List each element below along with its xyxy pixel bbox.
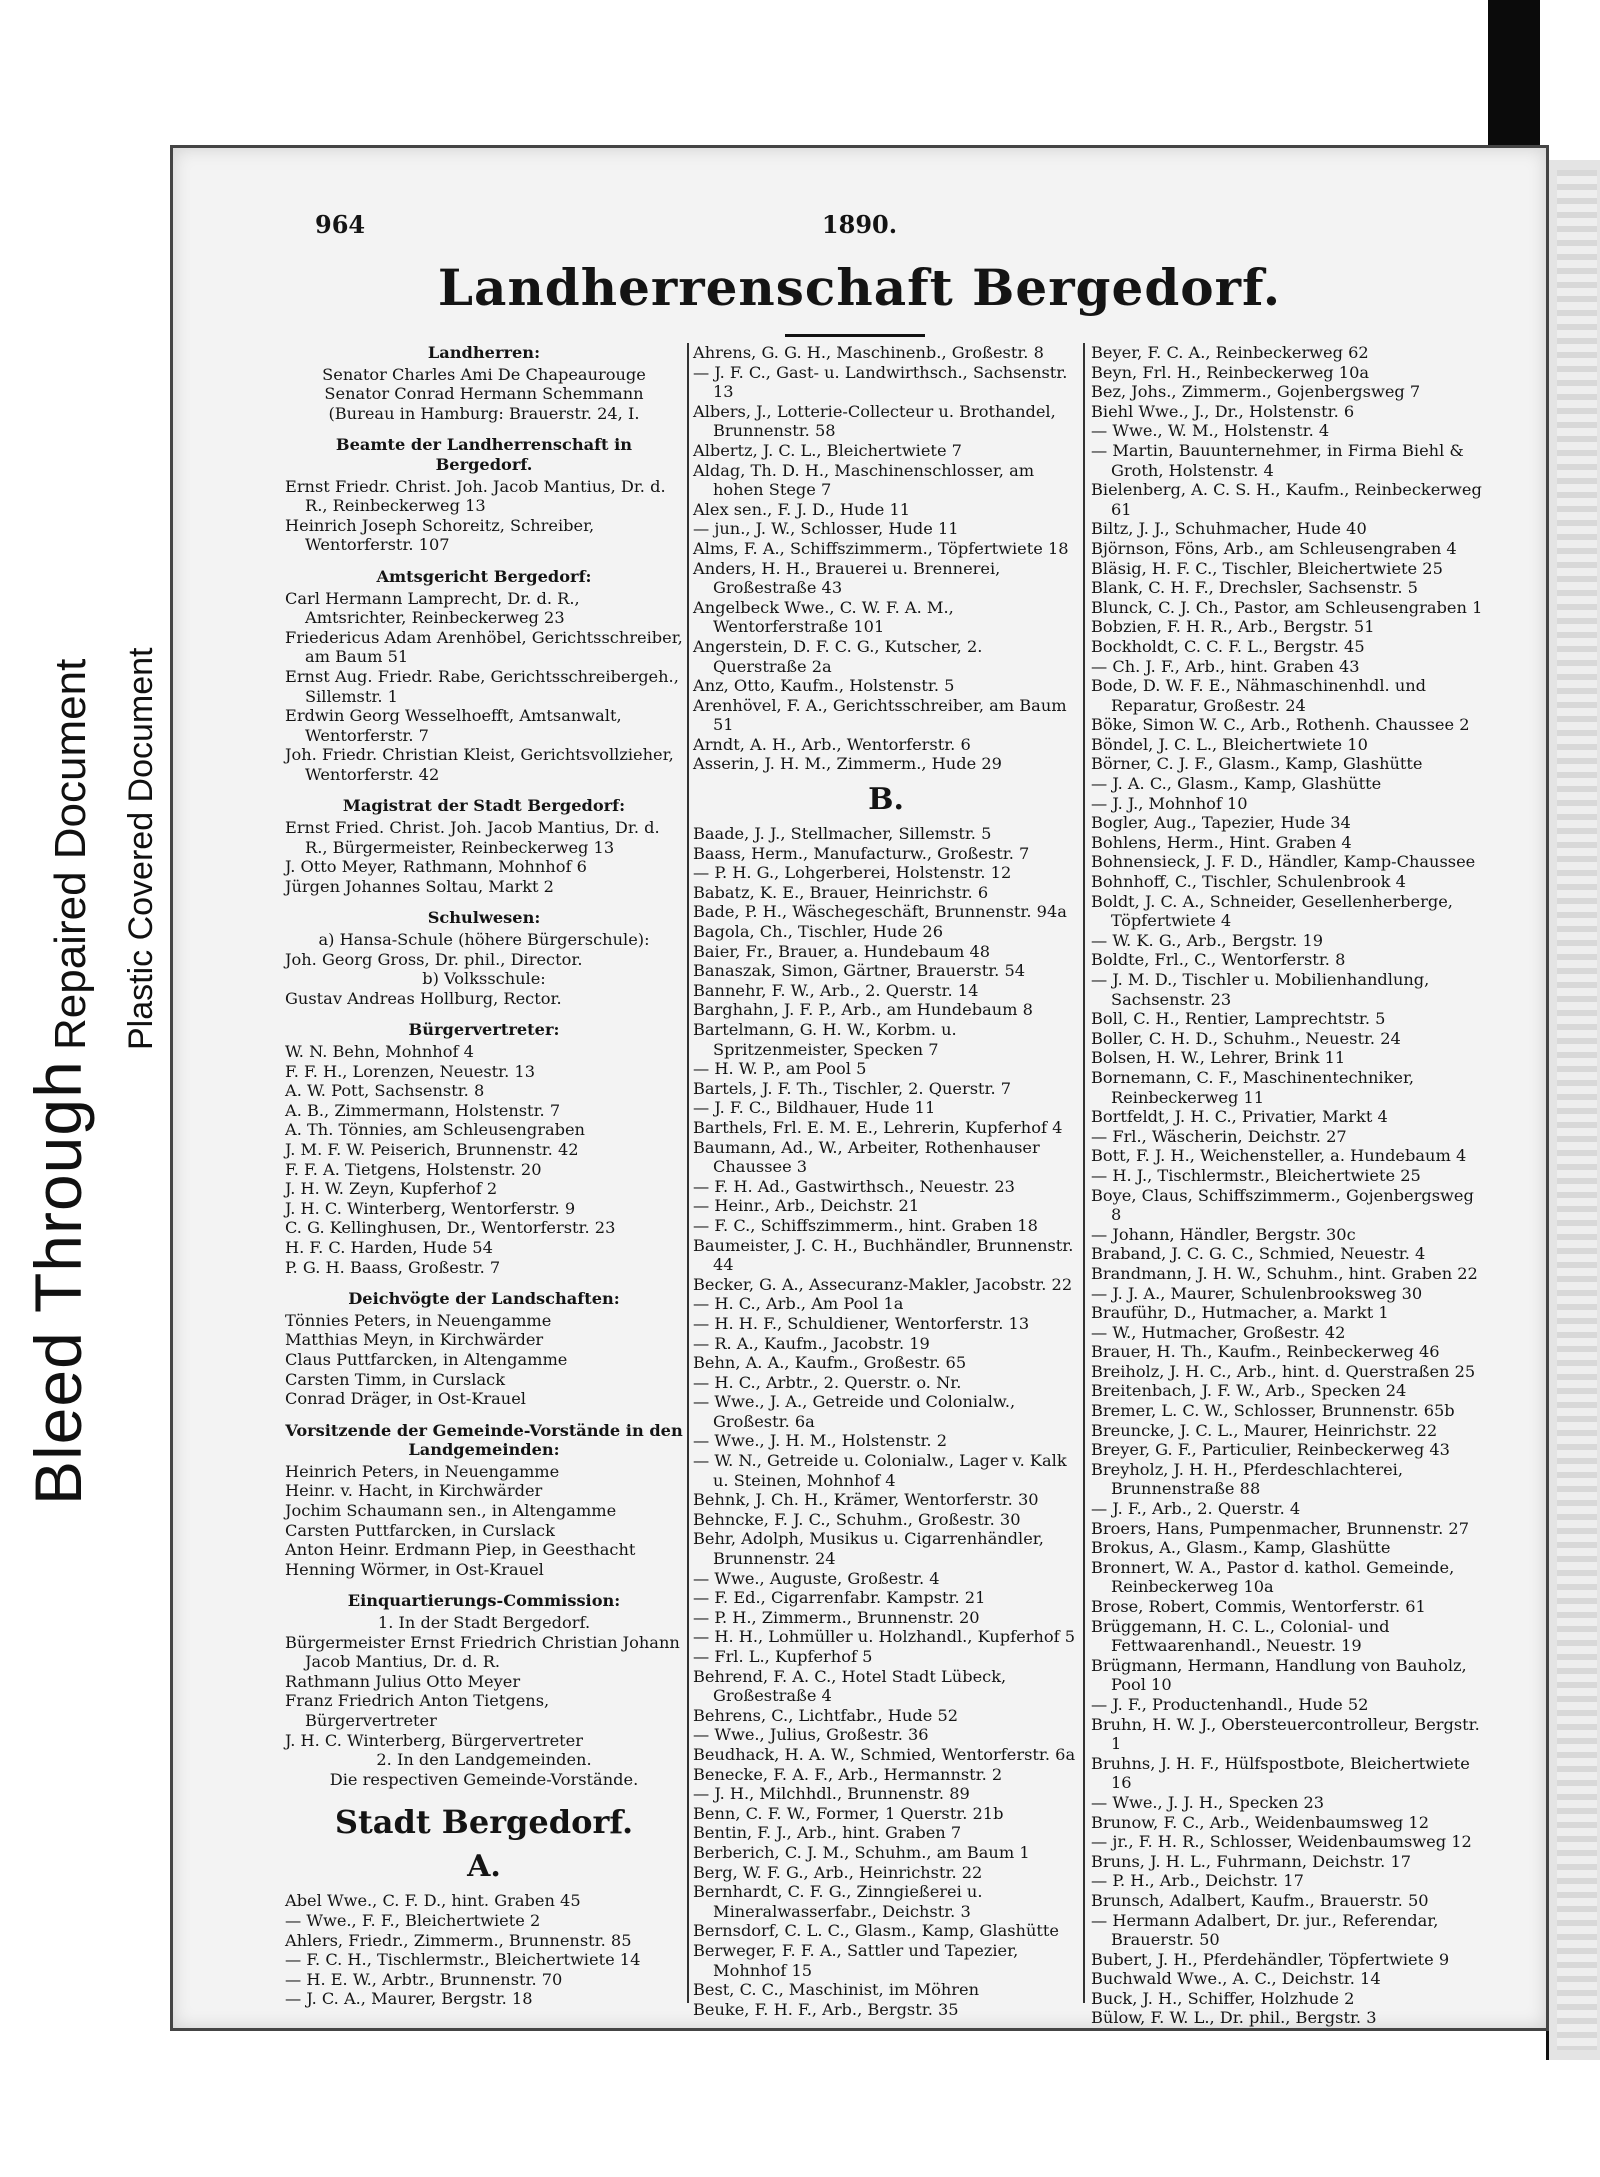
directory-entry: Babatz, K. E., Brauer, Heinrichstr. 6 [693, 882, 989, 902]
directory-entry: Henning Wörmer, in Ost-Krauel [285, 1559, 544, 1579]
directory-entry: Abel Wwe., C. F. D., hint. Graben 45 [285, 1891, 581, 1911]
directory-entry: Claus Puttfarcken, in Altengamme [285, 1349, 568, 1369]
directory-entry: Bruns, J. H. L., Fuhrmann, Deichstr. 17 [1091, 1851, 1412, 1871]
centered-line: 1. In der Stadt Bergedorf. [377, 1613, 591, 1633]
section-heading: Schulwesen: [427, 908, 541, 928]
directory-entry: — Heinr., Arb., Deichstr. 21 [693, 1196, 920, 1216]
directory-entry: — Wwe., Julius, Großestr. 36 [693, 1725, 929, 1745]
directory-entry: Alex sen., F. J. D., Hude 11 [693, 499, 911, 519]
directory-entry: — P. H., Zimmerm., Brunnenstr. 20 [693, 1607, 980, 1627]
directory-entry: Bentin, F. J., Arb., hint. Graben 7 [693, 1823, 962, 1843]
directory-entry: — Wwe., J. A., Getreide und Colonialw., Großestr. 6a [693, 1392, 1016, 1431]
directory-entry: Brüggemann, H. C. L., Colonial- und Fettwaarenhandl., Neuestr. 19 [1091, 1616, 1390, 1656]
directory-entry: Joh. Friedr. Christian Kleist, Gerichtsvollzieher, Wentorferstr. 42 [285, 745, 674, 784]
directory-entry: Brügmann, Hermann, Handlung von Bauholz, Pool 10 [1091, 1655, 1467, 1695]
centered-line: b) Volksschule: [422, 969, 546, 989]
directory-entry: Angelbeck Wwe., C. W. F. A. M., Wentorferstraße 101 [693, 597, 954, 637]
directory-entry: Ernst Aug. Friedr. Rabe, Gerichtsschreibergeh., Sillemstr. 1 [285, 666, 679, 706]
directory-entry: Bade, P. H., Wäschegeschäft, Brunnenstr. 94a [693, 902, 1067, 922]
directory-entry: Gustav Andreas Hollburg, Rector. [285, 988, 562, 1008]
directory-entry: J. H. W. Zeyn, Kupferhof 2 [285, 1179, 498, 1199]
directory-entry: Benecke, F. A. F., Arb., Hermannstr. 2 [693, 1764, 1003, 1784]
directory-entry: Heinrich Peters, in Neuengamme [285, 1461, 560, 1481]
directory-entry: Conrad Dräger, in Ost-Krauel [285, 1389, 526, 1409]
directory-entry: Baass, Herm., Manufacturw., Großestr. 7 [693, 843, 1030, 863]
directory-entry: — F. C., Schiffszimmerm., hint. Graben 18 [693, 1215, 1038, 1235]
directory-entry: Bobzien, F. H. R., Arb., Bergstr. 51 [1091, 617, 1375, 637]
directory-entry: Breyer, G. F., Particulier, Reinbeckerweg 43 [1091, 1440, 1450, 1460]
directory-entry: Böndel, J. C. L., Bleichertwiete 10 [1091, 734, 1368, 754]
directory-entry: H. F. C. Harden, Hude 54 [285, 1237, 493, 1257]
directory-entry: Aldag, Th. D. H., Maschinenschlosser, am hohen Stege 7 [693, 460, 1035, 500]
directory-entry: Friedericus Adam Arenhöbel, Gerichtsschreiber, am Baum 51 [285, 627, 683, 667]
directory-entry: Bremer, L. C. W., Schlosser, Brunnenstr. 65b [1091, 1401, 1455, 1421]
column-divider [1083, 343, 1085, 2003]
directory-entry: Beuke, F. H. F., Arb., Bergstr. 35 [693, 1999, 959, 2019]
directory-entry: Buck, J. H., Schiffer, Holzhude 2 [1091, 1988, 1355, 2008]
directory-entry: Matthias Meyn, in Kirchwärder [285, 1330, 544, 1350]
directory-entry: Breuncke, J. C. L., Maurer, Heinrichstr. 22 [1091, 1420, 1438, 1440]
directory-entry: Boll, C. H., Rentier, Lamprechtstr. 5 [1091, 1009, 1386, 1029]
directory-entry: Bürgermeister Ernst Friedrich Christian Johann Jacob Mantius, Dr. d. R. [285, 1632, 680, 1672]
directory-entry: Bläsig, H. F. C., Tischler, Bleichertwiete 25 [1091, 558, 1443, 578]
directory-entry: Börner, C. J. F., Glasm., Kamp, Glashütte [1091, 754, 1423, 774]
directory-entry: Jochim Schaumann sen., in Altengamme [285, 1501, 617, 1521]
directory-entry: — J. F. C., Gast- u. Landwirthsch., Sachsenstr. 13 [693, 362, 1068, 402]
directory-entry: — Martin, Bauunternehmer, in Firma Biehl & Groth, Holstenstr. 4 [1091, 440, 1464, 480]
directory-entry: Bohnhoff, C., Tischler, Schulenbrook 4 [1091, 872, 1406, 892]
directory-entry: — J. F., Productenhandl., Hude 52 [1091, 1694, 1369, 1714]
directory-entry: — J. F., Arb., 2. Querstr. 4 [1091, 1499, 1301, 1519]
directory-entry: Beyer, F. C. A., Reinbeckerweg 62 [1091, 343, 1369, 362]
directory-entry: Arenhövel, F. A., Gerichtsschreiber, am Baum 51 [693, 695, 1067, 735]
centered-line: Senator Charles Ami De Chapeaurouge [322, 364, 646, 384]
directory-entry: Bolsen, H. W., Lehrer, Brink 11 [1091, 1048, 1346, 1068]
directory-entry: Boye, Claus, Schiffszimmerm., Gojenbergsweg 8 [1091, 1185, 1474, 1225]
directory-entry: A. W. Pott, Sachsenstr. 8 [285, 1081, 485, 1101]
directory-entry: Barthels, Frl. E. M. E., Lehrerin, Kupferhof 4 [693, 1117, 1063, 1137]
page-number: 964 [315, 210, 366, 239]
directory-entry: Bannehr, F. W., Arb., 2. Querstr. 14 [693, 980, 979, 1000]
directory-entry: C. G. Kellinghusen, Dr., Wentorferstr. 23 [285, 1218, 616, 1238]
directory-entry: — W. K. G., Arb., Bergstr. 19 [1091, 930, 1324, 950]
column-divider [687, 343, 689, 2003]
directory-entry: Bartelmann, G. H. W., Korbm. u. Spritzenmeister, Specken 7 [693, 1020, 957, 1059]
directory-entry: — H. E. W., Arbtr., Brunnenstr. 70 [285, 1969, 563, 1989]
directory-entry: Carsten Puttfarcken, in Curslack [285, 1520, 555, 1540]
directory-entry: Angerstein, D. F. C. G., Kutscher, 2. Querstraße 2a [693, 636, 983, 676]
directory-entry: Brandmann, J. H. W., Schuhm., hint. Graben 22 [1091, 1263, 1478, 1283]
directory-entry: — Wwe., Auguste, Großestr. 4 [693, 1568, 940, 1588]
directory-entry: Boller, C. H. D., Schuhm., Neuestr. 24 [1091, 1028, 1401, 1048]
directory-entry: — F. C. H., Tischlermstr., Bleichertwiete 14 [285, 1950, 641, 1970]
directory-entry: Anz, Otto, Kaufm., Holstenstr. 5 [693, 676, 955, 696]
page-title: Landherrenschaft Bergedorf. [437, 258, 1282, 317]
directory-entry: Heinrich Joseph Schoreitz, Schreiber, Wentorferstr. 107 [285, 515, 595, 555]
directory-entry: W. N. Behn, Mohnhof 4 [285, 1042, 474, 1061]
directory-entry: Bruhn, H. W. J., Obersteuercontrolleur, Bergstr. 1 [1091, 1714, 1480, 1754]
directory-entry: Benn, C. F. W., Former, 1 Querstr. 21b [693, 1803, 1004, 1823]
title-rule [785, 334, 925, 337]
directory-entry: — H. C., Arbtr., 2. Querstr. o. Nr. [693, 1372, 962, 1392]
bleed-through-label: Bleed Through [21, 1060, 95, 1505]
directory-entry: — jr., F. H. R., Schlosser, Weidenbaumsweg 12 [1091, 1832, 1472, 1852]
page-year: 1890. [821, 210, 898, 239]
directory-entry: — W. N., Getreide u. Colonialw., Lager v. Kalk u. Steinen, Mohnhof 4 [693, 1451, 1067, 1490]
directory-entry: Brokus, A., Glasm., Kamp, Glashütte [1091, 1538, 1391, 1558]
directory-entry: F. F. H., Lorenzen, Neuestr. 13 [285, 1061, 536, 1081]
directory-entry: — Wwe., W. M., Holstenstr. 4 [1091, 421, 1330, 441]
directory-entry: Bruhns, J. H. F., Hülfspostbote, Bleichertwiete 16 [1091, 1753, 1470, 1793]
directory-entry: Braband, J. C. G. C., Schmied, Neuestr. 4 [1091, 1244, 1426, 1264]
directory-entry: Beudhack, H. A. W., Schmied, Wentorferstr. 6a [693, 1744, 1076, 1764]
directory-entry: Boldte, Frl., C., Wentorferstr. 8 [1091, 950, 1346, 970]
directory-entry: — W., Hutmacher, Großestr. 42 [1091, 1322, 1346, 1342]
directory-entry: — H. C., Arb., Am Pool 1a [693, 1294, 904, 1314]
directory-entry: Behrens, C., Lichtfabr., Hude 52 [693, 1705, 959, 1725]
section-heading: Amtsgericht Bergedorf: [376, 566, 592, 586]
directory-entry: Ernst Fried. Christ. Joh. Jacob Mantius, Dr. d. R., Bürgermeister, Reinbeckerweg 13 [285, 818, 660, 857]
directory-entry: — J. H., Milchhdl., Brunnenstr. 89 [693, 1784, 970, 1804]
directory-entry: — H. W. P., am Pool 5 [693, 1059, 867, 1079]
directory-entry: Böke, Simon W. C., Arb., Rothenh. Chaussee 2 [1091, 715, 1470, 735]
directory-entry: Brunsch, Adalbert, Kaufm., Brauerstr. 50 [1091, 1890, 1429, 1910]
plastic-covered-label: Plastic Covered Document [122, 647, 160, 1050]
directory-entry: Behnk, J. Ch. H., Krämer, Wentorferstr. 30 [693, 1490, 1039, 1510]
section-heading: Vorsitzende der Gemeinde-Vorstände in den Landgemeinden: [285, 1420, 683, 1460]
directory-entry: Breitenbach, J. F. W., Arb., Specken 24 [1091, 1381, 1407, 1401]
scanned-page [170, 145, 1549, 2031]
directory-entry: Albers, J., Lotterie-Collecteur u. Brothandel, Brunnenstr. 58 [693, 401, 1056, 441]
directory-entry: Jürgen Johannes Soltau, Markt 2 [285, 876, 554, 896]
directory-entry: Buchwald Wwe., A. C., Deichstr. 14 [1091, 1969, 1381, 1989]
directory-entry: Banaszak, Simon, Gärtner, Brauerstr. 54 [693, 961, 1026, 981]
directory-entry: — R. A., Kaufm., Jacobstr. 19 [693, 1333, 930, 1353]
section-heading: Landherren: [427, 343, 541, 362]
directory-entry: J. M. F. W. Peiserich, Brunnenstr. 42 [285, 1139, 579, 1159]
directory-entry: Berg, W. F. G., Arb., Heinrichstr. 22 [693, 1862, 983, 1882]
directory-entry: Bernsdorf, C. L. C., Glasm., Kamp, Glashütte [693, 1921, 1059, 1941]
directory-entry: Bülow, F. W. L., Dr. phil., Bergstr. 3 [1091, 2008, 1377, 2028]
directory-entry: Behrend, F. A. C., Hotel Stadt Lübeck, Großestraße 4 [693, 1666, 1007, 1706]
directory-entry: Arndt, A. H., Arb., Wentorferstr. 6 [693, 734, 971, 754]
directory-entry: Heinr. v. Hacht, in Kirchwärder [285, 1481, 543, 1501]
directory-entry: Breiholz, J. H. C., Arb., hint. d. Querstraßen 25 [1091, 1361, 1476, 1381]
directory-entry: Baumann, Ad., W., Arbeiter, Rothenhauser Chaussee 3 [693, 1137, 1040, 1177]
directory-entry: — Hermann Adalbert, Dr. jur., Referendar, Brauerstr. 50 [1091, 1910, 1439, 1950]
directory-entry: Best, C. C., Maschinist, im Möhren [693, 1980, 979, 2000]
directory-entry: Bronnert, W. A., Pastor d. kathol. Gemeinde, Reinbeckerweg 10a [1091, 1557, 1455, 1597]
adjacent-page-texture [1557, 170, 1597, 2050]
scan-annotation-labels [0, 0, 180, 2177]
directory-entry: Bartels, J. F. Th., Tischler, 2. Querstr. 7 [693, 1078, 1012, 1098]
directory-entry: Anders, H. H., Brauerei u. Brennerei, Großestraße 43 [693, 558, 1001, 598]
directory-entry: Brose, Robert, Commis, Wentorferstr. 61 [1091, 1597, 1426, 1616]
section-heading: Einquartierungs-Commission: [347, 1591, 621, 1611]
section-heading: Beamte der Landherrenschaft in Bergedorf. [335, 435, 633, 474]
directory-entry: — J. J., Mohnhof 10 [1091, 793, 1248, 813]
directory-entry: Tönnies Peters, in Neuengamme [285, 1310, 552, 1330]
directory-entry: Baumeister, J. C. H., Buchhändler, Brunnenstr. 44 [693, 1235, 1074, 1275]
directory-entry: Blank, C. H. F., Drechsler, Sachsenstr. 5 [1091, 578, 1418, 598]
section-heading: Deichvögte der Landschaften: [348, 1289, 620, 1309]
directory-entry: — Johann, Händler, Bergstr. 30c [1091, 1224, 1356, 1244]
centered-line: Senator Conrad Hermann Schemmann [324, 384, 644, 404]
directory-entry: Ahrens, G. G. H., Maschinenb., Großestr. 8 [693, 343, 1044, 362]
directory-entry: J. H. C. Winterberg, Wentorferstr. 9 [285, 1198, 576, 1218]
directory-entry: Bubert, J. H., Pferdehändler, Töpfertwiete 9 [1091, 1949, 1450, 1969]
directory-entry: Ernst Friedr. Christ. Joh. Jacob Mantius, Dr. d. R., Reinbeckerweg 13 [285, 476, 666, 516]
directory-entry: Behr, Adolph, Musikus u. Cigarrenhändler, Brunnenstr. 24 [693, 1529, 1044, 1569]
adjacent-page-edge [1546, 160, 1600, 2060]
directory-entry: Bez, Johs., Zimmerm., Gojenbergsweg 7 [1091, 382, 1421, 402]
directory-entry: — Frl., Wäscherin, Deichstr. 27 [1091, 1126, 1347, 1146]
section-title: Stadt Bergedorf. [334, 1803, 634, 1842]
directory-entry: Boldt, J. C. A., Schneider, Gesellenherberge, Töpfertwiete 4 [1091, 891, 1453, 931]
directory-entry: Becker, G. A., Assecuranz-Makler, Jacobstr. 22 [693, 1274, 1073, 1294]
directory-entry: Berweger, F. F. A., Sattler und Tapezier, Mohnhof 15 [693, 1940, 1019, 1980]
directory-column-2 [693, 343, 1079, 2019]
directory-entry: — Wwe., J. J. H., Specken 23 [1091, 1792, 1325, 1812]
directory-entry: Alms, F. A., Schiffszimmerm., Töpfertwiete 18 [693, 538, 1069, 558]
directory-entry: Carsten Timm, in Curslack [285, 1369, 506, 1389]
directory-entry: Bode, D. W. F. E., Nähmaschinenhdl. und Reparatur, Großestr. 24 [1091, 676, 1427, 715]
directory-entry: J. H. C. Winterberg, Bürgervertreter [285, 1730, 583, 1750]
directory-entry: — J. M. D., Tischler u. Mobilienhandlung, Sachsenstr. 23 [1091, 970, 1430, 1009]
directory-entry: Bortfeldt, J. H. C., Privatier, Markt 4 [1091, 1107, 1388, 1127]
directory-entry: — H. H. F., Schuldiener, Wentorferstr. 13 [693, 1313, 1030, 1333]
directory-entry: Bockholdt, C. C. F. L., Bergstr. 45 [1091, 636, 1365, 656]
directory-entry: Behncke, F. J. C., Schuhm., Großestr. 30 [693, 1509, 1021, 1529]
directory-entry: P. G. H. Baass, Großestr. 7 [285, 1257, 501, 1277]
directory-column-3 [1091, 343, 1483, 2028]
directory-entry: Bohnensieck, J. F. D., Händler, Kamp-Chaussee [1091, 852, 1476, 872]
directory-entry: Biltz, J. J., Schuhmacher, Hude 40 [1091, 519, 1367, 539]
directory-entry: Broers, Hans, Pumpenmacher, Brunnenstr. 27 [1091, 1518, 1470, 1538]
directory-entry: Anton Heinr. Erdmann Piep, in Geesthacht [285, 1540, 636, 1560]
directory-entry: Bernhardt, C. F. G., Zinngießerei u. Mineralwasserfabr., Deichstr. 3 [693, 1882, 983, 1921]
directory-entry: Blunck, C. J. Ch., Pastor, am Schleusengraben 1 [1091, 597, 1483, 617]
section-heading: Magistrat der Stadt Bergedorf: [342, 796, 626, 816]
centered-line: a) Hansa-Schule (höhere Bürgerschule): [318, 930, 650, 950]
letter-heading: A. [467, 1849, 501, 1885]
directory-entry: — H. H., Lohmüller u. Holzhandl., Kupferhof 5 [693, 1627, 1076, 1647]
directory-entry: A. Th. Tönnies, am Schleusengraben [285, 1120, 585, 1140]
centered-line: 2. In den Landgemeinden. [376, 1750, 592, 1770]
directory-entry: Behn, A. A., Kaufm., Großestr. 65 [693, 1353, 967, 1373]
directory-entry: Barghahn, J. F. P., Arb., am Hundebaum 8 [693, 1000, 1033, 1020]
directory-entry: Bagola, Ch., Tischler, Hude 26 [693, 922, 944, 942]
repaired-document-label: Repaired Document [46, 658, 95, 1050]
directory-entry: Brauführ, D., Hutmacher, a. Markt 1 [1091, 1303, 1389, 1323]
directory-column-1 [285, 343, 683, 2009]
directory-entry: Asserin, J. H. M., Zimmerm., Hude 29 [693, 754, 1002, 774]
section-heading: Bürgervertreter: [408, 1020, 560, 1040]
directory-entry: Bott, F. J. H., Weichensteller, a. Hundebaum 4 [1091, 1146, 1467, 1166]
directory-entry: Brunow, F. C., Arb., Weidenbaumsweg 12 [1091, 1812, 1430, 1832]
directory-entry: — F. H. Ad., Gastwirthsch., Neuestr. 23 [693, 1176, 1015, 1196]
directory-entry: Bogler, Aug., Tapezier, Hude 34 [1091, 813, 1351, 833]
directory-entry: — P. H., Arb., Deichstr. 17 [1091, 1871, 1304, 1891]
directory-entry: J. Otto Meyer, Rathmann, Mohnhof 6 [285, 857, 587, 877]
directory-entry: — jun., J. W., Schlosser, Hude 11 [693, 519, 959, 539]
directory-entry: Brauer, H. Th., Kaufm., Reinbeckerweg 46 [1091, 1342, 1440, 1362]
directory-entry: — J. F. C., Bildhauer, Hude 11 [693, 1098, 936, 1118]
directory-entry: Biehl Wwe., J., Dr., Holstenstr. 6 [1091, 401, 1355, 421]
directory-entry: — Wwe., F. F., Bleichertwiete 2 [285, 1910, 541, 1930]
centered-line: Die respectiven Gemeinde-Vorstände. [329, 1769, 639, 1789]
directory-entry: Joh. Georg Gross, Dr. phil., Director. [285, 949, 583, 969]
directory-entry: — P. H. G., Lohgerberei, Holstenstr. 12 [693, 863, 1012, 883]
directory-entry: Björnson, Föns, Arb., am Schleusengraben 4 [1091, 538, 1457, 558]
directory-entry: F. F. A. Tietgens, Holstenstr. 20 [285, 1159, 542, 1179]
directory-entry: Franz Friedrich Anton Tietgens, Bürgervertreter [285, 1691, 550, 1730]
directory-entry: — H. J., Tischlermstr., Bleichertwiete 25 [1091, 1165, 1421, 1185]
directory-entry: Breyholz, J. H. H., Pferdeschlachterei, Brunnenstraße 88 [1091, 1459, 1403, 1499]
directory-entry: Berberich, C. J. M., Schuhm., am Baum 1 [693, 1842, 1030, 1862]
directory-entry: Carl Hermann Lamprecht, Dr. d. R., Amtsrichter, Reinbeckerweg 23 [285, 588, 580, 628]
directory-entry: Baier, Fr., Brauer, a. Hundebaum 48 [693, 941, 991, 961]
directory-entry: — J. C. A., Maurer, Bergstr. 18 [285, 1989, 533, 2009]
directory-entry: — Wwe., J. H. M., Holstenstr. 2 [693, 1431, 948, 1451]
letter-heading: B. [868, 782, 904, 818]
directory-entry: Bohlens, Herm., Hint. Graben 4 [1091, 832, 1352, 852]
directory-entry: — Frl. L., Kupferhof 5 [693, 1647, 873, 1666]
directory-entry: — Ch. J. F., Arb., hint. Graben 43 [1091, 656, 1360, 676]
directory-entry: — J. J. A., Maurer, Schulenbrooksweg 30 [1091, 1283, 1423, 1303]
directory-entry: Rathmann Julius Otto Meyer [285, 1671, 521, 1691]
directory-entry: Erdwin Georg Wesselhoefft, Amtsanwalt, Wentorferstr. 7 [285, 706, 622, 745]
centered-line: (Bureau in Hamburg: Brauerstr. 24, I. [328, 403, 640, 423]
directory-entry: Bornemann, C. F., Maschinentechniker, Reinbeckerweg 11 [1091, 1067, 1415, 1107]
directory-entry: Ahlers, Friedr., Zimmerm., Brunnenstr. 85 [285, 1930, 632, 1950]
directory-entry: — F. Ed., Cigarrenfabr. Kampstr. 21 [693, 1588, 986, 1608]
directory-entry: Bielenberg, A. C. S. H., Kaufm., Reinbeckerweg 61 [1091, 480, 1482, 519]
directory-entry: Baade, J. J., Stellmacher, Sillemstr. 5 [693, 824, 992, 844]
directory-entry: Albertz, J. C. L., Bleichertwiete 7 [693, 440, 962, 460]
directory-entry: Beyn, Frl. H., Reinbeckerweg 10a [1091, 362, 1370, 382]
directory-entry: A. B., Zimmermann, Holstenstr. 7 [285, 1100, 561, 1120]
directory-entry: — J. A. C., Glasm., Kamp, Glashütte [1091, 774, 1382, 794]
